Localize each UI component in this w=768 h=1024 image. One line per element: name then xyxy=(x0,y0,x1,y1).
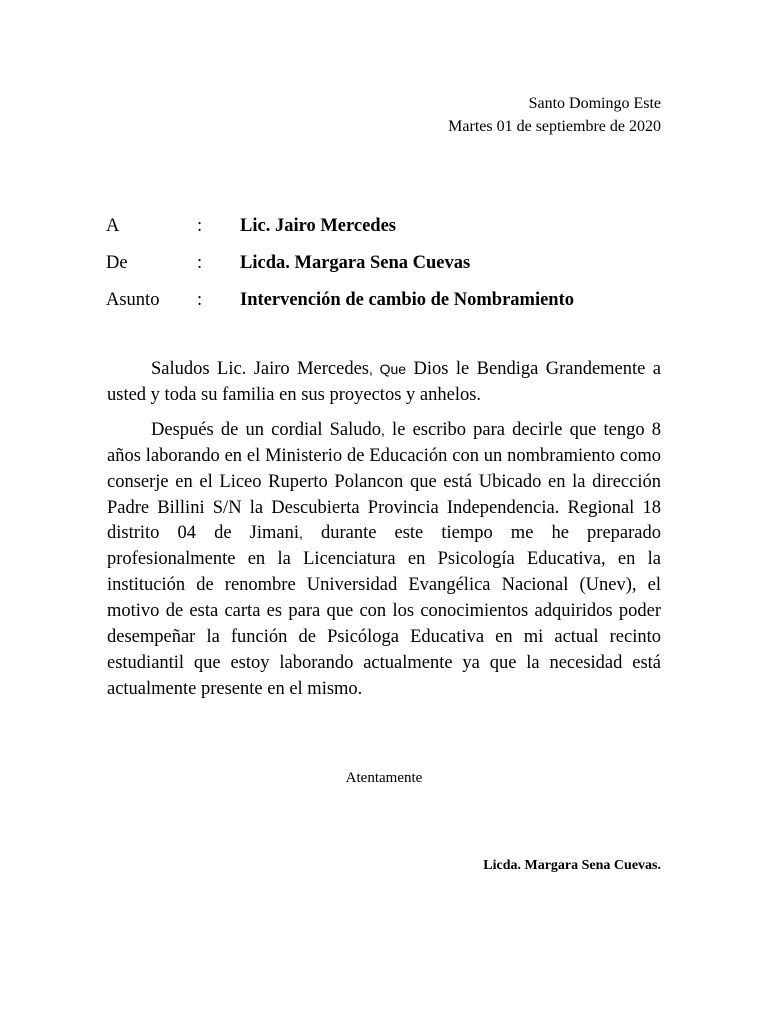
main-part-3: le escribo para decirle que tengo 8 años laborando en el Ministerio de Educación con un nombramiento como conserje en el Liceo Ruperto Polancon que está Ubicado en la dirección Padre Billini S/N la Descubierta Provincia Independencia. Regional 18 distrito 04 de Jimani xyxy=(107,419,661,544)
from-colon: : xyxy=(197,253,203,273)
main-part-5: durante este tiempo me he preparado profesionalmente en la Licenciatura en Psicología Educativa, en la institución de renombre Universidad Evangélica Nacional (Unev), el motivo de esta carta es para que con los conocimientos adquiridos poder desempeñar la función de Psicóloga Educativa en mi actual recinto estudiantil que estoy laborando actualmente ya que la necesidad está actualmente presente en el mismo. xyxy=(107,523,661,699)
main-part-4: , xyxy=(298,525,303,542)
from-label: De xyxy=(106,253,128,273)
main-part-1: Después de un cordial Saludo xyxy=(151,419,382,440)
greeting-paragraph xyxy=(107,357,661,409)
header-row-from xyxy=(106,253,666,290)
place-line: Santo Domingo Este xyxy=(528,95,661,112)
subject-value: Intervención de cambio de Nombramiento xyxy=(240,290,574,310)
to-colon: : xyxy=(197,216,203,236)
letter-body xyxy=(107,357,661,712)
greeting-part-2: , Que xyxy=(369,361,407,377)
signature-name: Licda. Margara Sena Cuevas. xyxy=(483,858,661,873)
date-line: Martes 01 de septiembre de 2020 xyxy=(448,118,661,135)
greeting-part-1: Saludos Lic. Jairo Mercedes xyxy=(151,359,370,379)
memo-header xyxy=(106,216,666,327)
from-value: Licda. Margara Sena Cuevas xyxy=(240,253,471,273)
subject-label: Asunto xyxy=(106,290,160,310)
header-row-subject xyxy=(106,290,666,327)
main-part-2: , xyxy=(381,421,385,438)
subject-colon: : xyxy=(197,290,203,310)
closing-text: Atentamente xyxy=(345,770,423,786)
main-paragraph xyxy=(107,418,661,703)
to-label: A xyxy=(106,216,120,236)
place-date-block xyxy=(448,92,661,138)
header-row-to xyxy=(106,216,666,253)
greeting-part-3: Dios le Bendiga Grandemente a usted y toda su familia en sus proyectos y anhelos. xyxy=(107,359,661,405)
to-value: Lic. Jairo Mercedes xyxy=(240,216,397,236)
